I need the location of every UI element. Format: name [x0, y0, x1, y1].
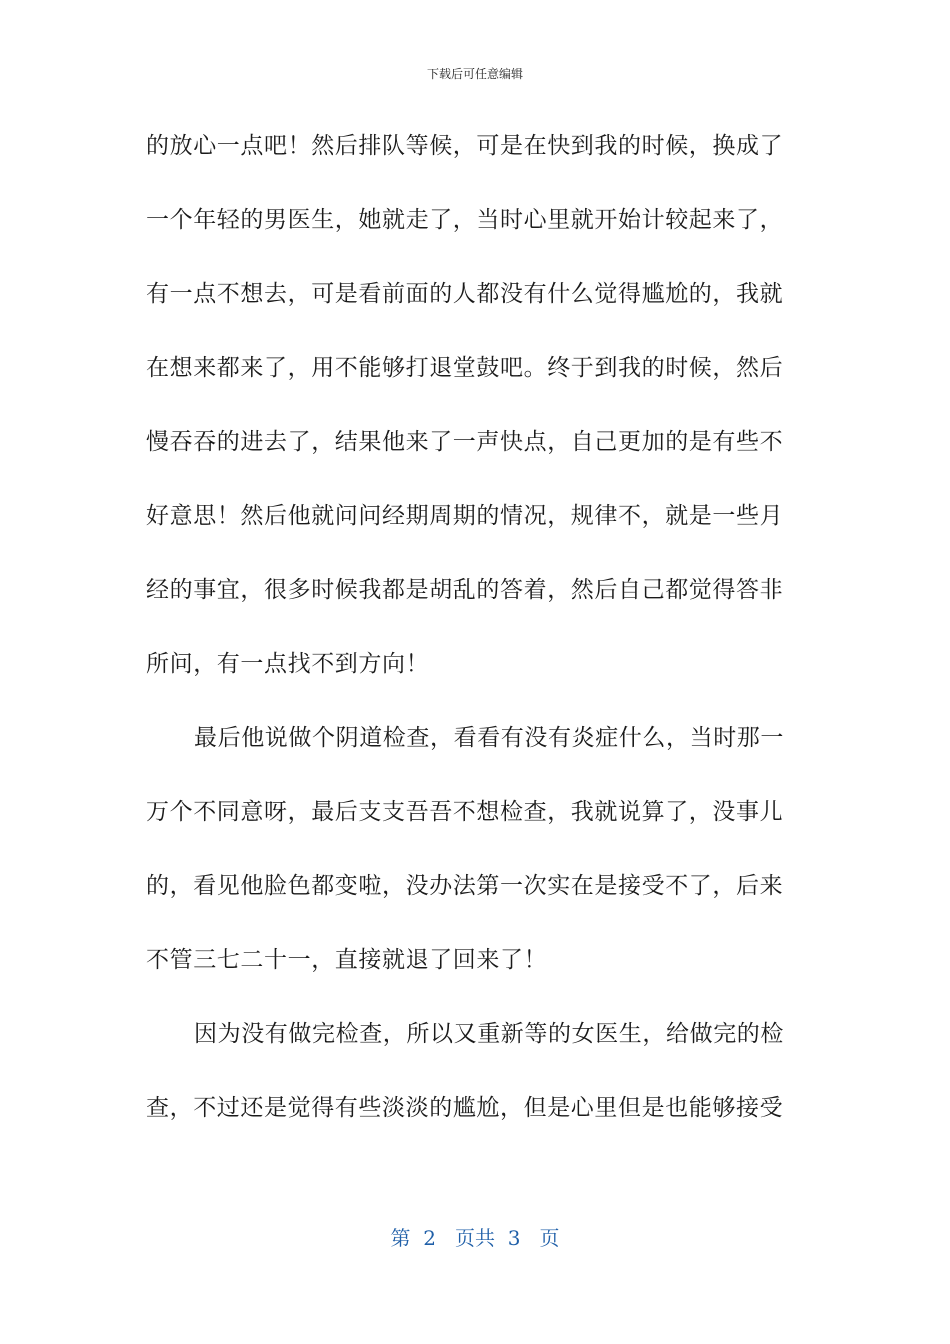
- text-line: 慢吞吞的进去了，结果他来了一声快点，自己更加的是有些不: [146, 429, 784, 455]
- page-number-footer: 第 2 页共 3 页: [390, 1226, 560, 1250]
- text-line: 不管三七二十一，直接就退了回来了！: [146, 947, 548, 973]
- page-header: 下载后可任意编辑: [426, 67, 523, 81]
- text-line: 经的事宜，很多时候我都是胡乱的答着，然后自己都觉得答非: [146, 577, 784, 603]
- text-line: 的放心一点吧！然后排队等候，可是在快到我的时候，换成了: [146, 133, 784, 159]
- paragraph-first-line: 因为没有做完检查，所以又重新等的女医生，给做完的检: [194, 1021, 784, 1047]
- text-line: 的，看见他脸色都变啦，没办法第一次实在是接受不了，后来: [146, 873, 784, 899]
- text-line: 查，不过还是觉得有些淡淡的尴尬，但是心里但是也能够接受: [146, 1095, 784, 1121]
- text-line: 所问，有一点找不到方向！: [146, 651, 430, 677]
- text-line: 万个不同意呀，最后支支吾吾不想检查，我就说算了，没事儿: [146, 799, 784, 825]
- text-line: 好意思！然后他就问问经期周期的情况，规律不，就是一些月: [146, 503, 784, 529]
- paragraph-first-line: 最后他说做个阴道检查，看看有没有炎症什么，当时那一: [194, 725, 784, 751]
- text-line: 在想来都来了，用不能够打退堂鼓吧。终于到我的时候，然后: [146, 355, 784, 381]
- text-line: 一个年轻的男医生，她就走了，当时心里就开始计较起来了，: [146, 207, 784, 233]
- text-line: 有一点不想去，可是看前面的人都没有什么觉得尴尬的，我就: [146, 281, 784, 307]
- document-body: [146, 124, 794, 1160]
